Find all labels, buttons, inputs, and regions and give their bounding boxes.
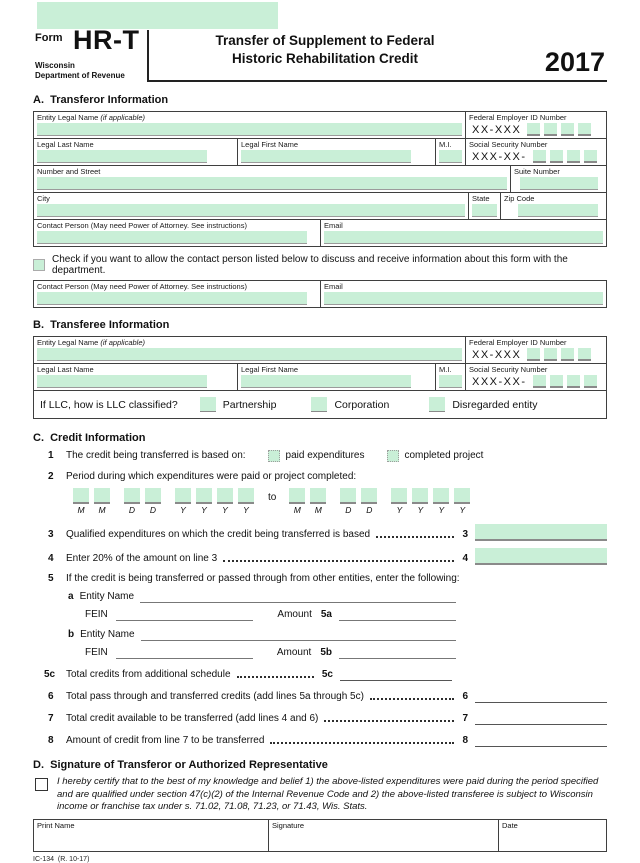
date-letter: D: [149, 505, 157, 515]
first-name-input[interactable]: [241, 150, 411, 163]
line-number: 6: [48, 691, 54, 702]
transferee-table: [33, 336, 607, 419]
certification-text: I hereby certify that to the best of my knowledge and belief 1) the above-listed expenditures were paid during the period specified and are qualified under section 47(c)(2) of the Internal Revenue Code and 2) the above-listed transferee is subject to Wisconsin income or franchise tax under s. 71.02, 71.08, 71.23, or 71.43, Wis. Stats.: [57, 776, 599, 812]
fein-mask: XX-XXX: [472, 349, 522, 361]
allow-contact-text: Check if you want to allow the contact person listed below to discuss and receive information about this form with the department.: [52, 254, 568, 276]
period-date-row: [73, 488, 607, 515]
start-date-box[interactable]: [145, 488, 161, 504]
date-letter: Y: [438, 505, 445, 515]
date-col: [175, 488, 191, 515]
ssn-digit-box[interactable]: [533, 150, 546, 163]
credit-line-1: [48, 449, 607, 462]
fein-digit-box[interactable]: [544, 123, 557, 136]
transferee-last-name-input[interactable]: [37, 375, 207, 388]
line5-text: If the credit is being transferred or passed through from other entities, enter the following:: [66, 573, 460, 584]
date-col: [361, 488, 377, 515]
form-header: [33, 25, 607, 82]
table-row: [34, 281, 606, 307]
form-word: Form: [35, 32, 63, 44]
contact-person-label: Contact Person (May need Power of Attorney. See instructions): [37, 221, 247, 230]
line-number: 1: [48, 450, 54, 461]
line5a-ref: 5a: [320, 609, 332, 620]
ssn-cell: [466, 139, 606, 165]
date-letter: Y: [180, 505, 186, 515]
city-label: City: [37, 194, 50, 203]
date-col: [94, 488, 110, 515]
transferee-last-name-cell: [34, 364, 238, 390]
agency-line1: Wisconsin: [35, 61, 75, 70]
suite-input[interactable]: [520, 177, 598, 190]
date-col: [340, 488, 356, 515]
last-name-label: Legal Last Name: [37, 140, 94, 149]
last-name-input[interactable]: [37, 150, 207, 163]
llc-corporation-checkbox[interactable]: [311, 397, 327, 412]
transferee-entity-name-cell: [34, 337, 466, 363]
street-input[interactable]: [37, 177, 507, 190]
transferee-fein-digit-box[interactable]: [578, 348, 591, 361]
date-letter: Y: [417, 505, 424, 515]
line-number: 5c: [44, 669, 56, 680]
line4-ref: 4: [462, 553, 468, 564]
line6-text: Total pass through and transferred credits (add lines 5a through 5c): [66, 691, 364, 702]
date-col: [412, 488, 428, 515]
llc-classification-row: [34, 391, 606, 418]
fein-mask: XX-XXX: [472, 124, 522, 136]
paid-expenditures-checkbox[interactable]: [268, 450, 280, 462]
date-col: [73, 488, 89, 515]
form-year: 2017: [544, 47, 605, 77]
line-number: 2: [48, 471, 54, 482]
street-cell: [34, 166, 511, 192]
dot-leader: [223, 560, 454, 562]
entity-legal-name-input[interactable]: [37, 123, 462, 136]
llc-question: If LLC, how is LLC classified?: [40, 398, 178, 411]
email-label: Email: [324, 282, 343, 291]
mi-cell: [436, 139, 466, 165]
zip-cell: [501, 193, 606, 219]
line3-text: Qualified expenditures on which the credit being transferred is based: [66, 529, 371, 540]
agency-line2: Department of Revenue: [35, 70, 125, 80]
transferee-entity-name-input[interactable]: [37, 348, 462, 361]
table-row: [34, 337, 606, 364]
date-col: [454, 488, 470, 515]
date-letter: D: [128, 505, 136, 515]
start-date-box[interactable]: [238, 488, 254, 504]
zip-label: Zip Code: [504, 194, 535, 203]
credit-line-5: [48, 572, 607, 585]
fein-digit-box[interactable]: [561, 123, 574, 136]
if-applicable-note: (if applicable): [100, 113, 145, 122]
line5a-fein-field[interactable]: [116, 619, 253, 621]
first-name-label: Legal First Name: [241, 365, 299, 374]
ssn-mask: XXX-XX-: [472, 376, 527, 388]
fein-cell: [466, 112, 606, 138]
date-col: [433, 488, 449, 515]
line5a-fein-row: [85, 608, 456, 621]
credit-line-6: [48, 690, 607, 703]
line6-amount-input[interactable]: [475, 690, 607, 703]
dot-leader: [237, 676, 314, 678]
paid-expenditures-label: paid expenditures: [285, 450, 365, 461]
date-letter: D: [366, 505, 373, 515]
state-label: State: [472, 194, 490, 203]
mi-label: M.I.: [439, 365, 452, 374]
line8-ref: 8: [462, 735, 468, 746]
credit-line-2: [48, 470, 607, 483]
date-col: [124, 488, 140, 515]
certification-row: [33, 776, 607, 814]
line-number: 8: [48, 735, 54, 746]
llc-corporation-label: Corporation: [334, 398, 390, 411]
date-letter: Y: [243, 505, 249, 515]
line5b-amount-field[interactable]: [339, 657, 456, 659]
credit-line-3: [48, 524, 607, 541]
line5b-fein-field[interactable]: [116, 657, 253, 659]
llc-disregarded-label: Disregarded entity: [452, 398, 538, 411]
transferee-mi-input[interactable]: [439, 375, 462, 388]
llc-partnership-label: Partnership: [222, 398, 277, 411]
line5a-amount-field[interactable]: [339, 619, 456, 621]
line-number: 3: [48, 529, 54, 540]
fein-short-label: FEIN: [85, 647, 108, 658]
credit-line-8: [48, 734, 607, 747]
table-row: [34, 193, 606, 220]
date-letter: Y: [222, 505, 228, 515]
contact-person-input-2[interactable]: [37, 292, 307, 305]
date-letter: Y: [201, 505, 207, 515]
fein-short-label: FEIN: [85, 609, 108, 620]
line3-amount-input[interactable]: [475, 524, 607, 541]
end-date-box[interactable]: [433, 488, 449, 504]
credit-line-4: [48, 548, 607, 565]
date-cell[interactable]: [499, 820, 606, 851]
line4-text: Enter 20% of the amount on line 3: [66, 553, 218, 564]
signature-label: Signature: [272, 820, 305, 830]
to-word: to: [268, 492, 277, 503]
fein-label: Federal Employer ID Number: [469, 113, 567, 122]
dot-leader: [370, 698, 454, 700]
transferee-mi-cell: [436, 364, 466, 390]
date-col: [238, 488, 254, 515]
date-letter: M: [293, 505, 301, 515]
table-row: [34, 364, 606, 391]
start-date-box[interactable]: [94, 488, 110, 504]
date-col: [391, 488, 407, 515]
line5c-ref: 5c: [321, 669, 333, 680]
date-letter: M: [98, 505, 106, 515]
line4-amount-input[interactable]: [475, 548, 607, 565]
agency-name: [35, 61, 125, 80]
table-row: [34, 112, 606, 139]
contact-person-cell-2: [34, 281, 321, 307]
date-col: [310, 488, 326, 515]
ssn-label: Social Security Number: [469, 140, 548, 149]
date-col: [289, 488, 305, 515]
ssn-digit-box[interactable]: [584, 150, 597, 163]
ssn-digit-box[interactable]: [567, 150, 580, 163]
date-letter: M: [314, 505, 322, 515]
transferor-table: [33, 111, 607, 247]
state-input[interactable]: [472, 204, 497, 217]
line-number: 7: [48, 713, 54, 724]
start-date-box[interactable]: [196, 488, 212, 504]
first-name-label: Legal First Name: [241, 140, 299, 149]
date-label: Date: [502, 820, 518, 830]
fein-digit-box[interactable]: [527, 123, 540, 136]
table-row: [34, 220, 606, 246]
date-letter: Y: [396, 505, 403, 515]
start-date-box[interactable]: [175, 488, 191, 504]
secondary-contact-table: [33, 280, 607, 308]
line5b-entity-name-field[interactable]: [141, 639, 456, 641]
date-letter: Y: [459, 505, 466, 515]
transferee-fein-cell: [466, 337, 606, 363]
credit-line-7: [48, 712, 607, 725]
llc-disregarded-checkbox[interactable]: [429, 397, 445, 412]
section-d-heading: D. Signature of Transferor or Authorized Representative: [33, 759, 328, 771]
ssn-digit-box[interactable]: [550, 150, 563, 163]
state-cell: [469, 193, 501, 219]
contact-person-label: Contact Person (May need Power of Attorney. See instructions): [37, 282, 247, 291]
line7-amount-input[interactable]: [475, 712, 607, 725]
fein-label: Federal Employer ID Number: [469, 338, 567, 347]
entity-legal-name-label: [37, 113, 462, 122]
line3-ref: 3: [462, 529, 468, 540]
end-date-box[interactable]: [412, 488, 428, 504]
form-id-footer: IC-134 (R. 10-17): [33, 855, 90, 863]
email-cell: [321, 220, 606, 246]
form-title-line2: Historic Rehabilitation Credit: [231, 50, 419, 66]
line2-text: Period during which expenditures were paid or project completed:: [66, 471, 357, 482]
entity-name-label: Entity Name: [80, 629, 135, 640]
amount-label: Amount: [276, 647, 312, 658]
if-applicable-note: (if applicable): [100, 338, 145, 347]
last-name-cell: [34, 139, 238, 165]
line6-ref: 6: [462, 691, 468, 702]
header-divider: [147, 30, 149, 82]
line8-text: Amount of credit from line 7 to be transferred: [66, 735, 265, 746]
amount-label: Amount: [277, 609, 312, 620]
end-date-box[interactable]: [340, 488, 356, 504]
line5b-letter: b: [68, 629, 75, 640]
transferee-ssn-digit-box[interactable]: [550, 375, 563, 388]
transferee-first-name-input[interactable]: [241, 375, 411, 388]
end-date-box[interactable]: [361, 488, 377, 504]
table-row: [34, 391, 606, 418]
transferee-ssn-digit-box[interactable]: [584, 375, 597, 388]
line5c-text: Total credits from additional schedule: [66, 669, 231, 680]
contact-person-cell: [34, 220, 321, 246]
line5c-amount-input[interactable]: [340, 668, 452, 681]
transferee-entity-name-label: [37, 338, 462, 347]
form-title-line1: Transfer of Supplement to Federal: [215, 33, 435, 48]
dot-leader: [270, 742, 454, 744]
form-code: HR-T: [73, 25, 140, 55]
city-cell: [34, 193, 469, 219]
line8-amount-input[interactable]: [475, 734, 607, 747]
transferee-ssn-digit-box[interactable]: [567, 375, 580, 388]
line5b-entity-row: [68, 628, 456, 641]
llc-partnership-checkbox[interactable]: [200, 397, 216, 412]
transferee-fein-digit-box[interactable]: [561, 348, 574, 361]
suite-cell: [511, 166, 606, 192]
entity-legal-name-cell: [34, 112, 466, 138]
date-col: [217, 488, 233, 515]
transferee-ssn-cell: [466, 364, 606, 390]
line-number: 5: [48, 573, 54, 584]
ssn-label: Social Security Number: [469, 365, 548, 374]
line5b-ref: 5b: [320, 647, 332, 658]
header-rule: [147, 80, 607, 82]
zip-input[interactable]: [518, 204, 598, 217]
line5a-letter: a: [68, 591, 74, 602]
contact-person-input[interactable]: [37, 231, 307, 244]
line1-text: The credit being transferred is based on:: [66, 450, 246, 461]
date-col: [145, 488, 161, 515]
end-date-box[interactable]: [289, 488, 305, 504]
credit-line-5c: [44, 668, 452, 681]
suite-label: Suite Number: [514, 167, 560, 176]
section-c-heading: C. Credit Information: [33, 432, 146, 444]
email-cell-2: [321, 281, 606, 307]
mi-input[interactable]: [439, 150, 462, 163]
email-input-2[interactable]: [324, 292, 603, 305]
transferee-fein-digit-box[interactable]: [544, 348, 557, 361]
entity-legal-name-text: Entity Legal Name: [37, 338, 99, 347]
date-letter: D: [345, 505, 352, 515]
street-label: Number and Street: [37, 167, 101, 176]
certify-checkbox[interactable]: [35, 778, 48, 791]
email-label: Email: [324, 221, 343, 230]
print-name-label: Print Name: [37, 820, 75, 830]
completed-project-label: completed project: [404, 450, 484, 461]
end-date-box[interactable]: [391, 488, 407, 504]
section-b-heading: B. Transferee Information: [33, 319, 170, 331]
allow-contact-checkbox[interactable]: [33, 259, 45, 271]
email-input[interactable]: [324, 231, 603, 244]
city-input[interactable]: [37, 204, 465, 217]
entity-name-label: Entity Name: [79, 591, 135, 602]
end-date-box[interactable]: [454, 488, 470, 504]
table-row: [34, 139, 606, 166]
end-date-box[interactable]: [310, 488, 326, 504]
date-col: [196, 488, 212, 515]
line-number: 4: [48, 553, 54, 564]
dot-leader: [324, 720, 454, 722]
ssn-mask: XXX-XX-: [472, 151, 527, 163]
line5a-entity-name-field[interactable]: [140, 601, 456, 603]
print-name-cell[interactable]: [34, 820, 269, 851]
start-date-box[interactable]: [73, 488, 89, 504]
date-letter: M: [77, 505, 85, 515]
start-date-box[interactable]: [217, 488, 233, 504]
signature-table: [33, 819, 607, 852]
table-row: [34, 166, 606, 193]
dot-leader: [376, 536, 454, 538]
line5b-fein-row: [85, 646, 456, 659]
mi-label: M.I.: [439, 140, 452, 149]
completed-project-checkbox[interactable]: [387, 450, 399, 462]
form-title: [161, 32, 489, 67]
line7-text: Total credit available to be transferred (add lines 4 and 6): [66, 713, 319, 724]
transferee-ssn-digit-box[interactable]: [533, 375, 546, 388]
first-name-cell: [238, 139, 436, 165]
allow-contact-row: [33, 254, 607, 276]
line5a-entity-row: [68, 590, 456, 603]
signature-cell[interactable]: [269, 820, 499, 851]
last-name-label: Legal Last Name: [37, 365, 94, 374]
transferee-first-name-cell: [238, 364, 436, 390]
entity-legal-name-text: Entity Legal Name: [37, 113, 99, 122]
line7-ref: 7: [462, 713, 468, 724]
section-a-heading: A. Transferor Information: [33, 94, 169, 106]
start-date-box[interactable]: [124, 488, 140, 504]
transferee-fein-digit-box[interactable]: [527, 348, 540, 361]
fein-digit-box[interactable]: [578, 123, 591, 136]
